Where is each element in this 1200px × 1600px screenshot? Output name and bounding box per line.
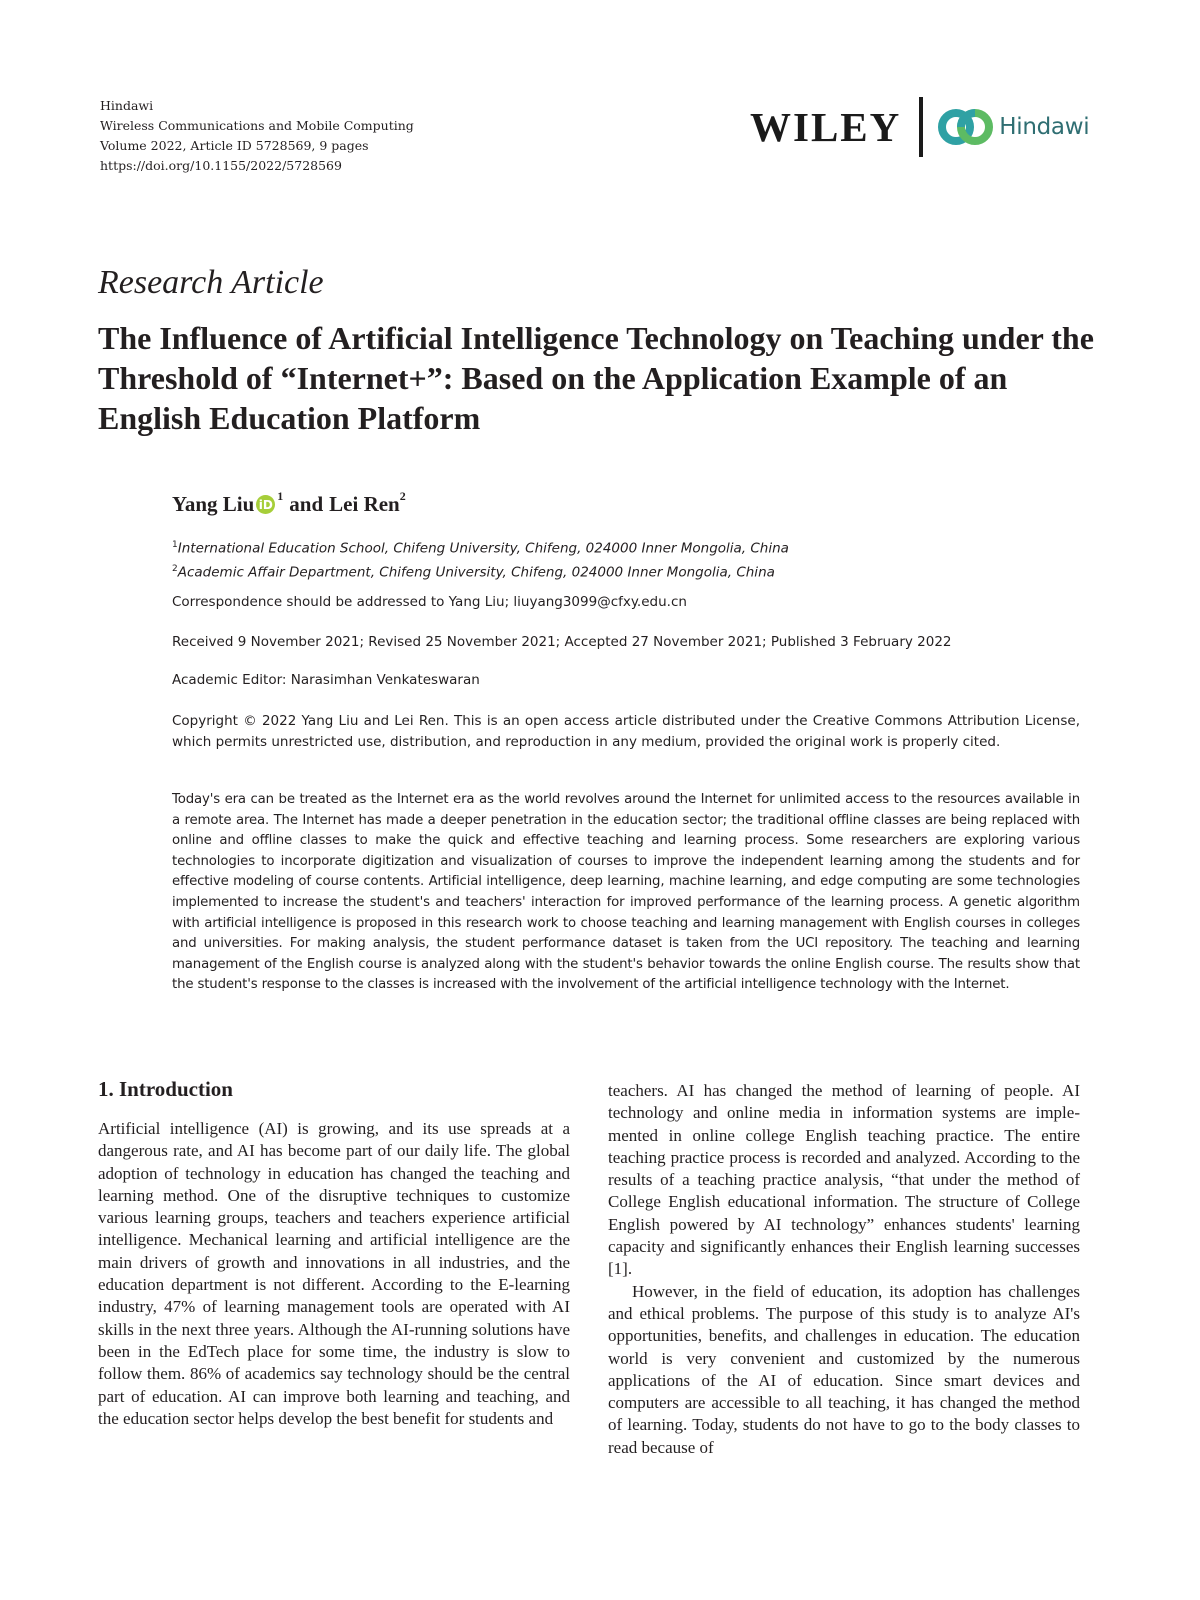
section-heading: 1. Introduction — [98, 1077, 233, 1101]
hindawi-rings-icon — [937, 107, 995, 147]
volume-info: Volume 2022, Article ID 5728569, 9 pages — [100, 138, 369, 153]
author-conjunction: and — [289, 492, 324, 516]
right-column — [608, 1080, 1080, 1459]
abstract: Today's era can be treated as the Internet era as the world revolves around the Internet for unlimited access to the resources available in a remote area. The Internet has made a deeper penetration in the education sector; the traditional offline classes are being replaced with online and offline classes to make the quick and effective teaching and learning process. Some researchers are exploring various technologies to incorporate digitization and visualization of courses to improve the independent learning among the students and for effective modeling of course contents. Artificial intelligence, deep learning, machine learning, and edge computing are some technologies implemented to increase the student's and teachers' interaction for improved performance of the learning process. A genetic algorithm with artificial intelligence is proposed in this research work to choose teaching and learning management with English courses in colleges and universities. For making analysis, the student performance dataset is taken from the UCI repository. The teaching and learning management of the English course is analyzed along with the student's behavior towards the online English course. The results show that the student's response to the classes is increased with the involvement of the artificial intelligence technology with the Internet. — [172, 792, 1080, 993]
body-paragraph: teachers. AI has changed the method of learning of people. AI technology and online media in information systems are implemented in online college English teaching practice. The entire teaching practice process is recorded and analyzed. According to the results of a teaching practice analysis, “that under the method of College English educational information. The structure of College English powered by AI technology” enhances students' learning capacity and significantly enhances their English learning successes [1]. — [608, 1081, 1080, 1279]
logo-divider — [919, 97, 923, 157]
hindawi-wordmark: Hindawi — [999, 114, 1090, 140]
publication-dates: Received 9 November 2021; Revised 25 November 2021; Accepted 27 November 2021; Published 3 February 2022 — [172, 634, 952, 650]
affiliation-line — [172, 535, 789, 559]
correspondence: Correspondence should be addressed to Yang Liu; liuyang3099@cfxy.edu.cn — [172, 594, 687, 610]
paper-title: The Influence of Artificial Intelligence Technology on Teaching under the Threshold of “Internet+”: Based on the Application Example of an English Education Platform — [98, 320, 1094, 436]
hindawi-logo — [937, 107, 1089, 147]
affiliation-marker: 1 — [277, 489, 284, 503]
affiliation-text: International Education School, Chifeng University, Chifeng, 024000 Inner Mongolia, China — [177, 540, 789, 557]
wiley-logo: WILEY — [750, 104, 902, 150]
affiliation-number: 1 — [172, 540, 178, 550]
journal-name: Wireless Communications and Mobile Computing — [100, 118, 414, 133]
article-type: Research Article — [98, 264, 324, 301]
journal-header — [100, 96, 414, 176]
affiliation-line — [172, 559, 789, 583]
author-name: Yang Liu — [172, 492, 255, 516]
affiliation-text: Academic Affair Department, Chifeng University, Chifeng, 024000 Inner Mongolia, China — [177, 564, 775, 580]
publisher-name: Hindawi — [100, 98, 154, 113]
copyright-notice: Copyright © 2022 Yang Liu and Lei Ren. This is an open access article distributed under the Creative Commons Attribution License, which permits unrestricted use, distribution, and reproduction in any medium, provided the original work is properly cited. — [172, 713, 1080, 750]
body-paragraph: However, in the field of education, its adoption has challenges and ethical problems. The purpose of this study is to analyze AI's opportunities, benefits, and challenges in education. The education world is very convenient and customized by the numerous applications of the AI of education. Since smart devices and computers are accessible to all teaching, it has changed the method of learning. Today, students do not have to go to the body classes to read because of — [608, 1281, 1080, 1457]
affiliation-marker: 2 — [399, 489, 406, 503]
body-paragraph: Artificial intelligence (AI) is growing, and its use spreads at a dangerous rate, and AI has become part of our daily life. The global adoption of technology in education has changed the teaching and learning method. One of the disruptive techniques to customize various learning groups, teachers and teachers experience artificial intelligence. Mechanical learning and artificial intelligence are the main drivers of growth and innovations in all industries, and the education department is not different. According to the E-learning industry, 47% of learning management tools are operated with AI skills in the next three years. Although the AI-running solutions have been in the EdTech place for some time, the industry is slow to follow them. 86% of academics say technology should be the central part of education. AI can improve both learning and teaching, and the education sector helps develop the best benefit for students and — [98, 1119, 570, 1428]
affiliations — [172, 535, 789, 582]
affiliation-number: 2 — [172, 563, 178, 574]
orcid-icon[interactable]: iD — [256, 495, 275, 514]
author-name: Lei Ren — [329, 492, 400, 516]
academic-editor: Academic Editor: Narasimhan Venkateswaran — [172, 672, 480, 688]
left-column — [98, 1076, 570, 1430]
publisher-logos — [750, 96, 1089, 158]
doi-link[interactable]: https://doi.org/10.1155/2022/5728569 — [100, 158, 342, 173]
author-list — [172, 489, 406, 517]
